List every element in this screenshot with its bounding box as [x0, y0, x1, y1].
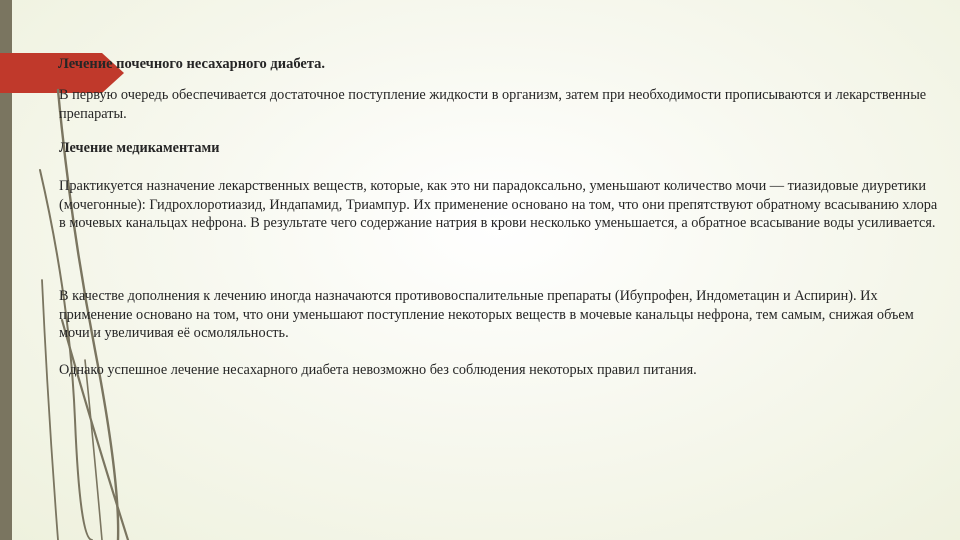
- decorative-stems-icon: [0, 0, 170, 540]
- paragraph-2: В качестве дополнения к лечению иногда назначаются противовоспалительные препараты (Ибупрофен, Индометацин и Аспирин). Их применение основано на том, что они уменьшают поступление некоторых веществ в мочевые канальцы нефрона, тем самым, снижая объем мочи и увеличивая её осмоляльность.: [59, 288, 914, 342]
- paragraph-3: Однако успешное лечение несахарного диабета невозможно без соблюдения некоторых правил питания.: [59, 362, 697, 378]
- paragraph-1: Практикуется назначение лекарственных веществ, которые, как это ни парадоксально, уменьшают количество мочи — тиазидовые диуретики (мочегонные): Гидрохлоротиазид, Индапамид, Триампур. Их применение основано на том, что они препятствуют обратному всасыванию хлора в мочевых канальцах нефрона. В результате чего содержание натрия в крови несколько уменьшается, а обратное всасывание воды усиливается.: [59, 178, 938, 232]
- section-heading: Лечение медикаментами: [59, 140, 220, 156]
- slide-title: Лечение почечного несахарного диабета.: [58, 56, 326, 72]
- intro-paragraph: В первую очередь обеспечивается достаточное поступление жидкости в организм, затем при необходимости прописываются и лекарственные препараты.: [59, 87, 927, 122]
